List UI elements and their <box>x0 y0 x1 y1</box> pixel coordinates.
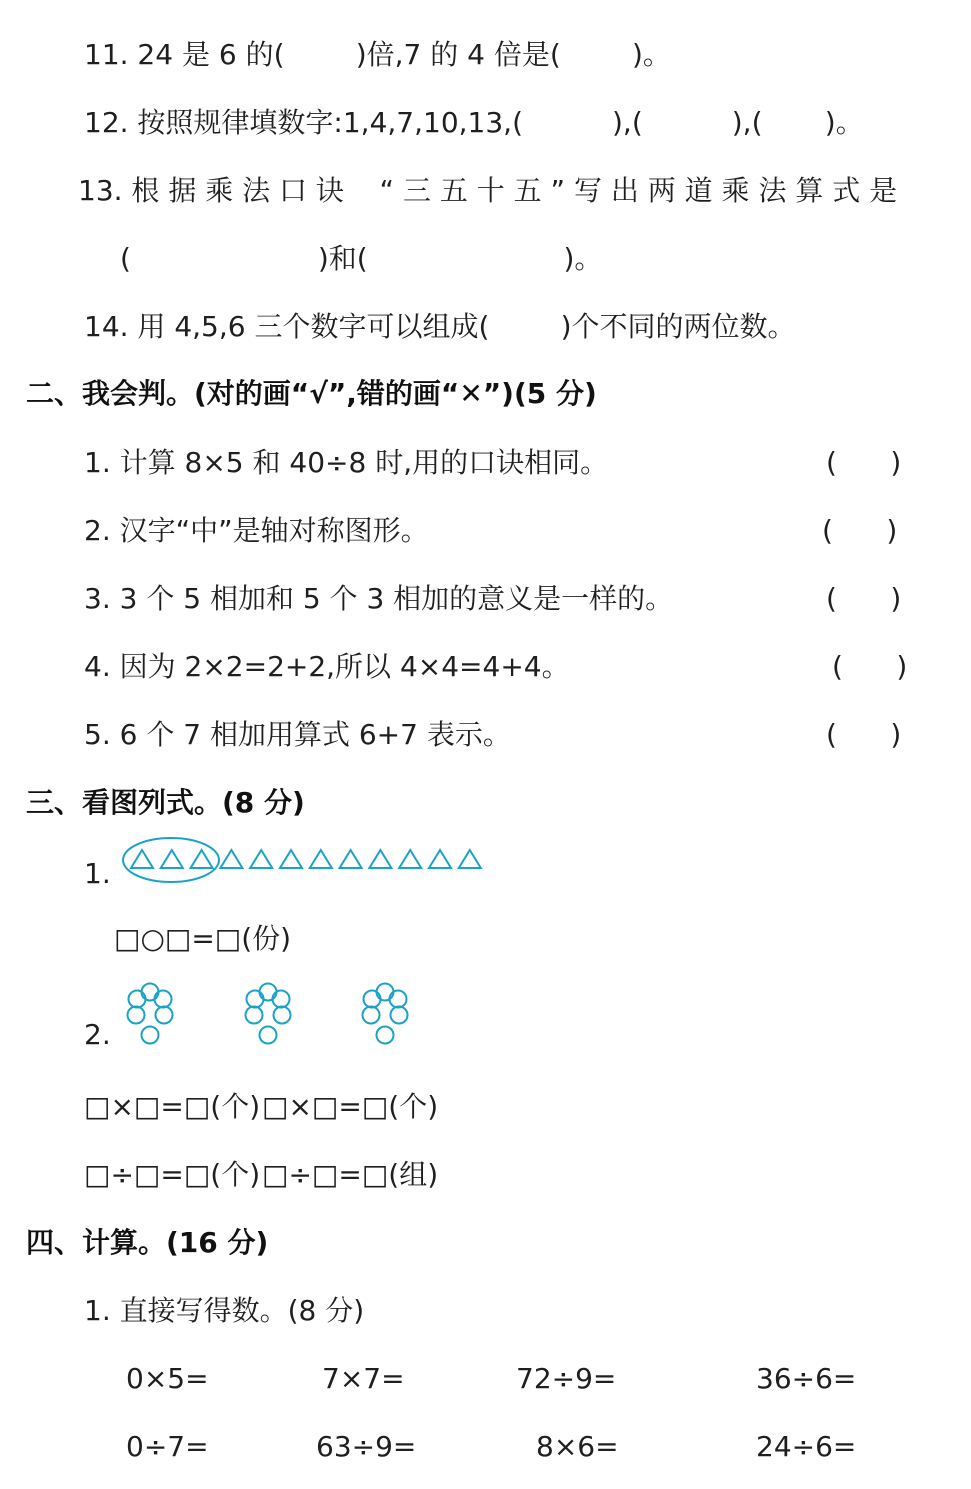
flower-circle <box>364 991 381 1008</box>
calc-r2-c2[interactable]: 63÷9= <box>316 1430 417 1463</box>
flower-circle <box>142 1027 159 1044</box>
flower-circle <box>377 1027 394 1044</box>
calc-r2-c3[interactable]: 8×6= <box>536 1430 619 1463</box>
figure-question-1-label: 1. <box>84 857 111 890</box>
flower-circle <box>391 1007 408 1024</box>
judge-item-3: 3. 3 个 5 相加和 5 个 3 相加的意义是一样的。 <box>84 582 674 615</box>
triangle-5 <box>250 850 272 868</box>
circled-group-ellipse <box>123 838 219 882</box>
section-4-title: 四、计算。(16 分) <box>26 1226 269 1259</box>
calc-r2-c4[interactable]: 24÷6= <box>756 1430 857 1463</box>
triangle-8 <box>340 850 362 868</box>
section-3-title: 三、看图列式。(8 分) <box>26 786 305 819</box>
calc-r1-c1[interactable]: 0×5= <box>126 1362 209 1395</box>
judge-answer-1[interactable]: ( ) <box>826 446 902 479</box>
judge-item-4: 4. 因为 2×2=2+2,所以 4×4=4+4。 <box>84 650 570 683</box>
flower-group-3 <box>363 984 408 1044</box>
judge-answer-5[interactable]: ( ) <box>826 718 902 751</box>
question-13-line2: ( )和( )。 <box>120 242 603 275</box>
triangle-12 <box>459 850 481 868</box>
question-13-line1: 13. 根 据 乘 法 口 诀 “ 三 五 十 五 ” 写 出 两 道 乘 法 算 式 是 <box>78 174 898 207</box>
judge-item-5: 5. 6 个 7 相加用算式 6+7 表示。 <box>84 718 511 751</box>
section-4-sub-1: 1. 直接写得数。(8 分) <box>84 1294 365 1327</box>
flower-circle <box>129 991 146 1008</box>
triangle-6 <box>280 850 302 868</box>
flower-circle <box>246 1007 263 1024</box>
triangle-2 <box>161 850 183 868</box>
figure-question-1-formula: □○□=□(份) <box>114 922 292 955</box>
judge-item-1: 1. 计算 8×5 和 40÷8 时,用的口诀相同。 <box>84 446 609 479</box>
flower-circle <box>260 984 277 1001</box>
flower-circle <box>155 991 172 1008</box>
flower-circle <box>156 1007 173 1024</box>
triangle-11 <box>429 850 451 868</box>
formula-div-1: □÷□=□(个) <box>84 1158 261 1191</box>
calc-r1-c2[interactable]: 7×7= <box>322 1362 405 1395</box>
triangle-1 <box>131 850 153 868</box>
triangle-9 <box>369 850 391 868</box>
formula-div-2: □÷□=□(组) <box>262 1158 439 1191</box>
flower-groups <box>128 984 408 1044</box>
judge-answer-3[interactable]: ( ) <box>826 582 902 615</box>
judge-item-2: 2. 汉字“中”是轴对称图形。 <box>84 514 429 547</box>
flower-group-1 <box>128 984 173 1044</box>
triangle-3 <box>191 850 213 868</box>
flower-group-2 <box>246 984 291 1044</box>
flower-circle <box>273 991 290 1008</box>
triangle-4 <box>220 850 242 868</box>
triangle-row <box>131 850 481 868</box>
formula-mult-1: □×□=□(个) <box>84 1090 261 1123</box>
formula-mult-2: □×□=□(个) <box>262 1090 439 1123</box>
calc-r1-c3[interactable]: 72÷9= <box>516 1362 617 1395</box>
flower-circle <box>128 1007 145 1024</box>
flower-circle <box>274 1007 291 1024</box>
triangle-7 <box>310 850 332 868</box>
flower-circle <box>390 991 407 1008</box>
calc-r1-c4[interactable]: 36÷6= <box>756 1362 857 1395</box>
figure-question-2-label: 2. <box>84 1018 111 1051</box>
flower-circle <box>247 991 264 1008</box>
flower-circle <box>260 1027 277 1044</box>
section-2-title: 二、我会判。(对的画“√”,错的画“✕”)(5 分) <box>26 377 597 410</box>
calc-r2-c1[interactable]: 0÷7= <box>126 1430 209 1463</box>
question-14: 14. 用 4,5,6 三个数字可以组成( )个不同的两位数。 <box>84 310 796 343</box>
judge-answer-2[interactable]: ( ) <box>822 514 898 547</box>
question-12: 12. 按照规律填数字:1,4,7,10,13,( ),( ),( )。 <box>84 106 864 139</box>
judge-answer-4[interactable]: ( ) <box>832 650 908 683</box>
flower-circle <box>363 1007 380 1024</box>
question-11: 11. 24 是 6 的( )倍,7 的 4 倍是( )。 <box>84 38 671 71</box>
flower-circle <box>377 984 394 1001</box>
triangle-10 <box>399 850 421 868</box>
flower-circle <box>142 984 159 1001</box>
